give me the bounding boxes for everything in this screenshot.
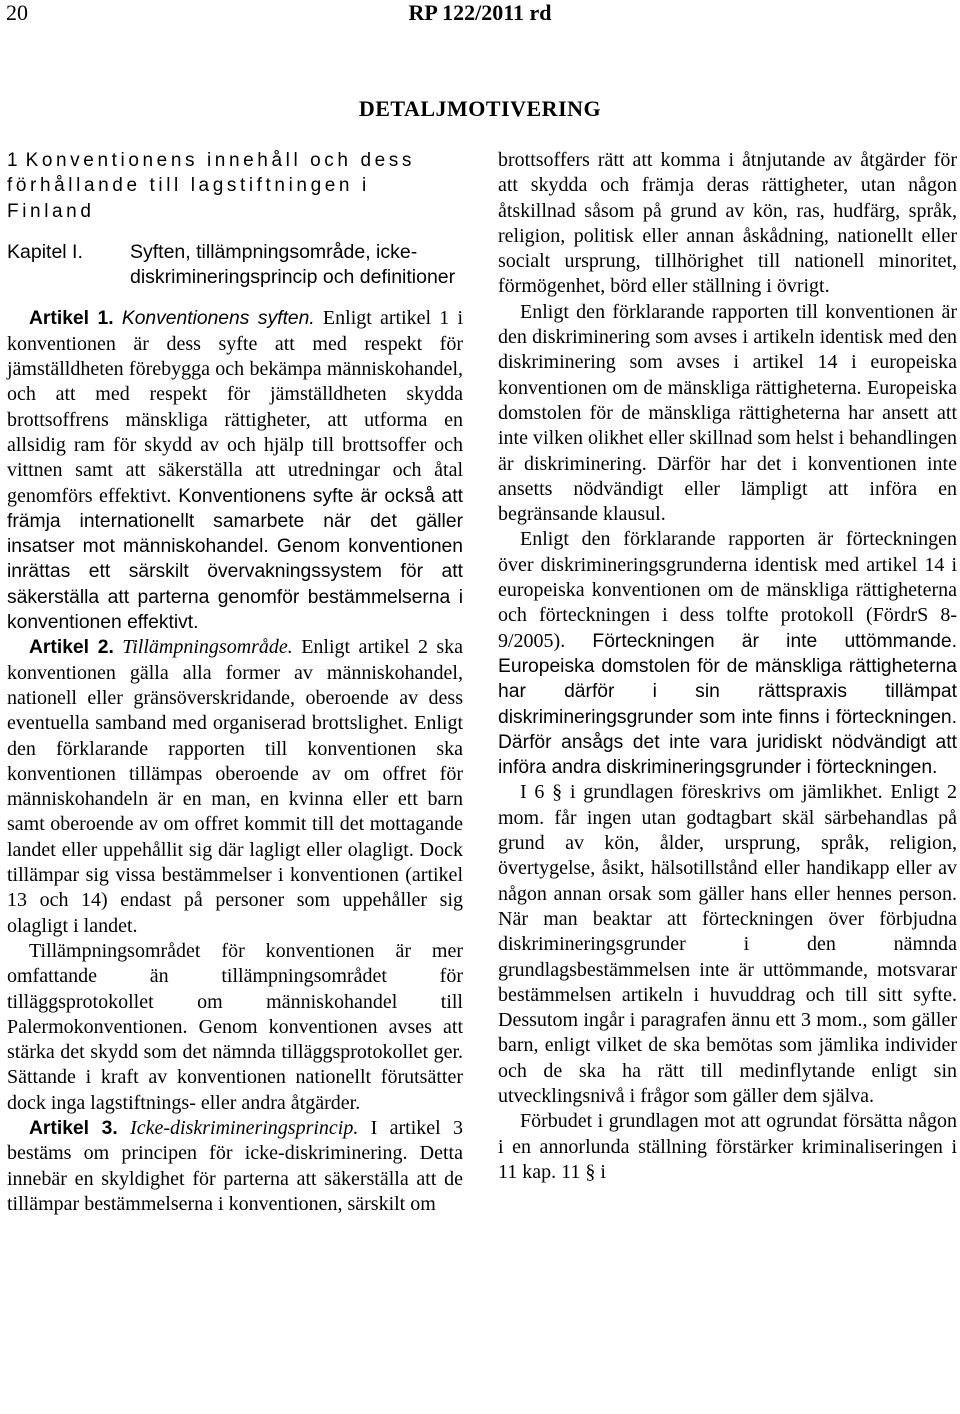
document-id: RP 122/2011 rd (408, 0, 552, 25)
article-2-text: Enligt artikel 2 ska konventionen gälla alla former av människohandel, nationell eller gränsöverskridande, oberoende av dess eventuella samband med organiserad brottslighet. Enligt den förklarande rapporten till konventionen ska konventionen tillämpas oberoende av om offret för människohandeln är en man, en kvinna eller ett barn samt oberoende av om offret kommit till det mottagande landet eller uppehållit sig där lagligt eller olagligt. Dock tillämpar sig vissa bestämmelser i konventionen (artikel 13 och 14) endast på personer som uppehåller sig olagligt i landet. (7, 636, 463, 937)
right-paragraph-3-text: Enligt den förklarande rapporten är förteckningen över diskrimineringsgrunderna identisk med artikel 14 i europeiska konventionen om de mänskliga rättigheterna och förteckningen i dess tolfte protokoll (FördrS 8-9/2005). (498, 528, 957, 652)
right-paragraph-2: Enligt den förklarande rapporten till konventionen är den diskriminering som avses i artikeln identisk med den diskriminering som avses i artikel 14 i europeiska konventionen om de mänskliga rättigheterna. Europeiska domstolen för de mänskliga rättigheterna har ansett att inte vilken olikhet eller skillnad som helst i behandlingen är diskriminering. Därför har det i konventionen inte ansetts nödvändigt eller lämpligt att införa en begränsande klausul. (498, 300, 957, 526)
kapitel-heading (7, 240, 463, 291)
article-2-title: Tillämpningsområde. (122, 636, 293, 659)
kapitel-label: Kapitel I. (7, 240, 83, 263)
article-3-title: Icke-diskrimineringsprincip. (130, 1116, 359, 1139)
article-3-text: I artikel 3 bestäms om principen för icke-diskriminering. Detta innebär en skyldighet för parterna att säkerställa att de tillämpar bestämmelserna i konventionen, särskilt om (7, 1116, 463, 1215)
chapter-heading (7, 148, 463, 224)
right-paragraph-1: brottsoffers rätt att komma i åtnjutande av åtgärder för att skydda och främja deras rättigheter, utan någon åtskillnad såsom på grund av kön, ras, hudfärg, språk, religion, politisk eller annan åskådning, nationellt eller socialt ursprung, tillhörighet till nationell minoritet, förmögenhet, börd eller ställning i övrigt. (498, 149, 957, 298)
article-1-label: Artikel 1. (29, 308, 114, 330)
chapter-number: 1 (7, 150, 18, 171)
article-1-text-a: Enligt artikel 1 i konventionen är dess syfte att med respekt för jämställdheten förebygga och bekämpa människohandel, och att med respekt för jämställdheten skydda brottsoffrens mänskliga rättigheter, att utforma en allsidig ram för skydd av och hjälp till brottsoffer och vittnen samt att säkerställa att utredningar och åtal genomförs effektivt. (7, 307, 464, 507)
article-2-label: Artikel 2. (29, 637, 114, 659)
section-heading: DETALJMOTIVERING (358, 96, 602, 121)
article-1 (7, 306, 463, 635)
left-column (7, 148, 463, 1217)
right-paragraph-4: I 6 § i grundlagen föreskrivs om jämlikhet. Enligt 2 mom. får ingen utan godtagbart skäl särbehandlas på grund av kön, ålder, ursprung, språk, religion, övertygelse, åsikt, hälsotillstånd eller handikapp eller av någon annan orsak som gäller hans eller hennes person. När man beaktar att förteckningen över förbjudna diskrimineringsgrunder i den nämnda grundlagsbestämmelsen inte är uttömmande, motsvarar bestämmelsen artikeln i huvuddrag och till sitt syfte. Dessutom ingår i paragrafen ännu ett 3 mom., som gäller barn, enligt vilket de ska bemötas som jämlika individer och de ska ha rätt till medinflytande enligt sin utvecklingsnivå i frågor som gäller dem själva. (498, 781, 957, 1107)
article-2 (7, 635, 463, 939)
chapter-heading-text: Konventionens innehåll och dess förhållande till lagstiftningen i Finland (7, 150, 415, 222)
right-column (498, 148, 957, 1185)
article-1-text-c: Genom konventionen inrättas ett särskilt övervakningssystem för att säkerställa att parterna genomför bestämmelserna i konventionen effektivt. (7, 536, 463, 634)
article-2-paragraph-2: Tillämpningsområdet för konventionen är mer omfattande än tillämpningsområdet för tilläggsprotokollet om människohandel till Palermokonventionen. Genom konventionen avses att stärka det skydd som det nämnda tilläggsprotokollet ger. Sättande i kraft av konventionen nationellt förutsätter dock inga lagstiftnings- eller andra åtgärder. (7, 939, 463, 1114)
right-paragraph-5: Förbudet i grundlagen mot att ogrundat försätta någon i en annorlunda ställning förstärker kriminaliseringen i 11 kap. 11 § i (498, 1110, 957, 1183)
page-number: 20 (6, 0, 28, 25)
kapitel-title: Syften, tillämpningsområde, icke-diskrimineringsprincip och definitioner (130, 240, 456, 289)
right-paragraph-3-text-b: Förteckningen är inte uttömmande. Europeiska domstolen för de mänskliga rättigheterna har därför i sin rättspraxis tillämpat diskrimineringsgrunder som inte finns i förteckningen. Därför ansågs det inte vara juridiskt nödvändigt att införa andra diskrimineringsgrunder i förteckningen. (498, 630, 957, 779)
article-3 (7, 1116, 463, 1217)
right-paragraph-3 (498, 527, 957, 780)
article-1-text-b: Konventionens syfte är också att främja internationellt samarbete när det gäller insatser mot människohandel. (7, 485, 463, 558)
article-1-title: Konventionens syften. (121, 308, 315, 330)
article-3-label: Artikel 3. (29, 1117, 118, 1139)
